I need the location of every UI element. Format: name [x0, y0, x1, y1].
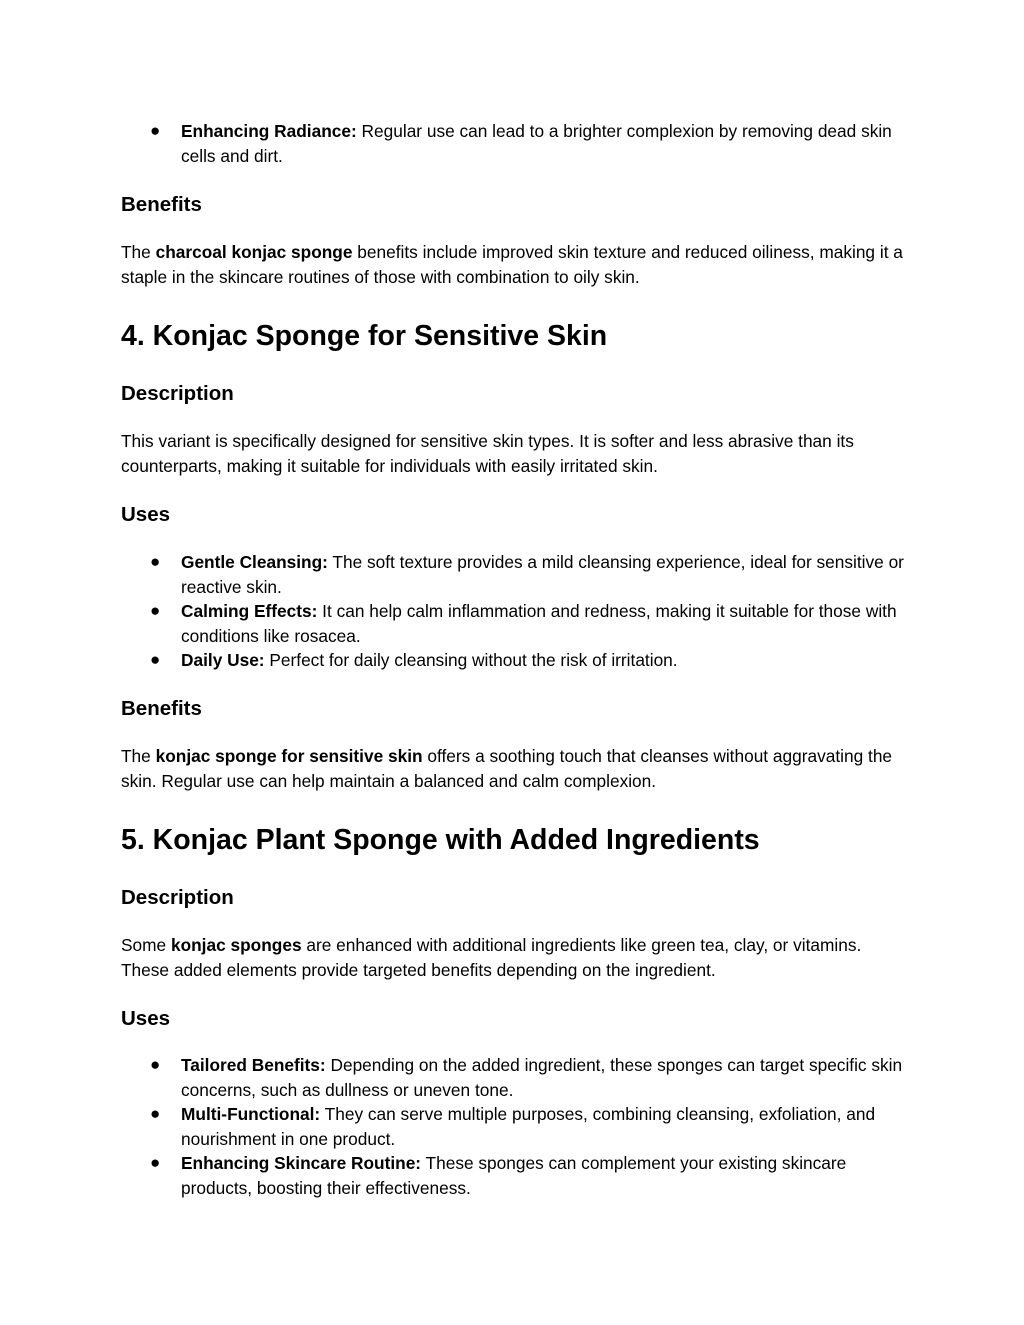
list-item	[121, 119, 911, 168]
list-item-label: Enhancing Skincare Routine:	[181, 1153, 422, 1173]
text-span: benefits include improved skin texture and reduced oiliness, making it a staple in the skincare routines of those with combination to oily skin.	[121, 242, 903, 287]
list-item-label: Daily Use:	[181, 650, 265, 670]
bullet-icon: ●	[150, 552, 161, 571]
uses-heading: Uses	[121, 1007, 171, 1030]
benefits-paragraph	[121, 240, 911, 289]
bullet-icon: ●	[150, 1104, 161, 1123]
list-item	[121, 1102, 911, 1151]
bullet-icon: ●	[150, 650, 161, 669]
bullet-icon: ●	[150, 601, 161, 620]
benefits-heading: Benefits	[121, 193, 202, 216]
bullet-icon: ●	[150, 1153, 161, 1172]
bold-keyword: konjac sponges	[170, 935, 302, 955]
text-span: The	[121, 746, 156, 766]
list-item	[121, 1053, 911, 1102]
list-item-label: Enhancing Radiance:	[181, 121, 357, 141]
bullet-icon: ●	[150, 121, 161, 140]
list-item-text: They can serve multiple purposes, combining cleansing, exfoliation, and nourishment in one product.	[181, 1104, 876, 1149]
text-span: are enhanced with additional ingredients like green tea, clay, or vitamins. These added elements provide targeted benefits depending on the ingredient.	[121, 935, 862, 980]
benefits-paragraph	[121, 744, 911, 793]
uses-list	[121, 550, 911, 673]
list-item-label: Gentle Cleansing:	[181, 552, 328, 572]
description-heading: Description	[121, 886, 234, 909]
list-item	[121, 550, 911, 599]
list-item-label: Calming Effects:	[181, 601, 318, 621]
bullet-icon: ●	[150, 1055, 161, 1074]
list-item-text: Perfect for daily cleansing without the risk of irritation.	[264, 650, 678, 670]
list-item	[121, 599, 911, 648]
description-paragraph: This variant is specifically designed for sensitive skin types. It is softer and less abrasive than its counterparts, making it suitable for individuals with easily irritated skin.	[121, 431, 854, 476]
section-title: 5. Konjac Plant Sponge with Added Ingredients	[121, 824, 760, 856]
description-heading: Description	[121, 382, 234, 405]
list-item	[121, 648, 911, 673]
list-item-label: Tailored Benefits:	[181, 1055, 326, 1075]
text-span: The	[121, 242, 156, 262]
uses-list	[121, 1053, 911, 1200]
uses-heading: Uses	[121, 503, 171, 526]
list-item-text: It can help calm inflammation and redness, making it suitable for those with conditions like rosacea.	[181, 601, 897, 646]
text-span: Some	[121, 935, 171, 955]
section-title: 4. Konjac Sponge for Sensitive Skin	[121, 320, 608, 352]
text-span: offers a soothing touch that cleanses without aggravating the skin. Regular use can help maintain a balanced and calm complexion.	[121, 746, 893, 791]
bold-keyword: charcoal konjac sponge	[155, 242, 353, 262]
bold-keyword: konjac sponge for sensitive skin	[155, 746, 423, 766]
list-item-text: These sponges can complement your existing skincare products, boosting their effectiveness.	[181, 1153, 847, 1198]
list-item	[121, 1151, 911, 1200]
list-item-text: The soft texture provides a mild cleansing experience, ideal for sensitive or reactive skin.	[181, 552, 904, 597]
description-paragraph	[121, 933, 911, 982]
list-item-text: Depending on the added ingredient, these sponges can target specific skin concerns, such as dullness or uneven tone.	[181, 1055, 903, 1100]
list-item-text: Regular use can lead to a brighter complexion by removing dead skin cells and dirt.	[181, 121, 892, 166]
radiance-list	[121, 119, 911, 168]
benefits-heading: Benefits	[121, 697, 202, 720]
list-item-label: Multi-Functional:	[181, 1104, 321, 1124]
